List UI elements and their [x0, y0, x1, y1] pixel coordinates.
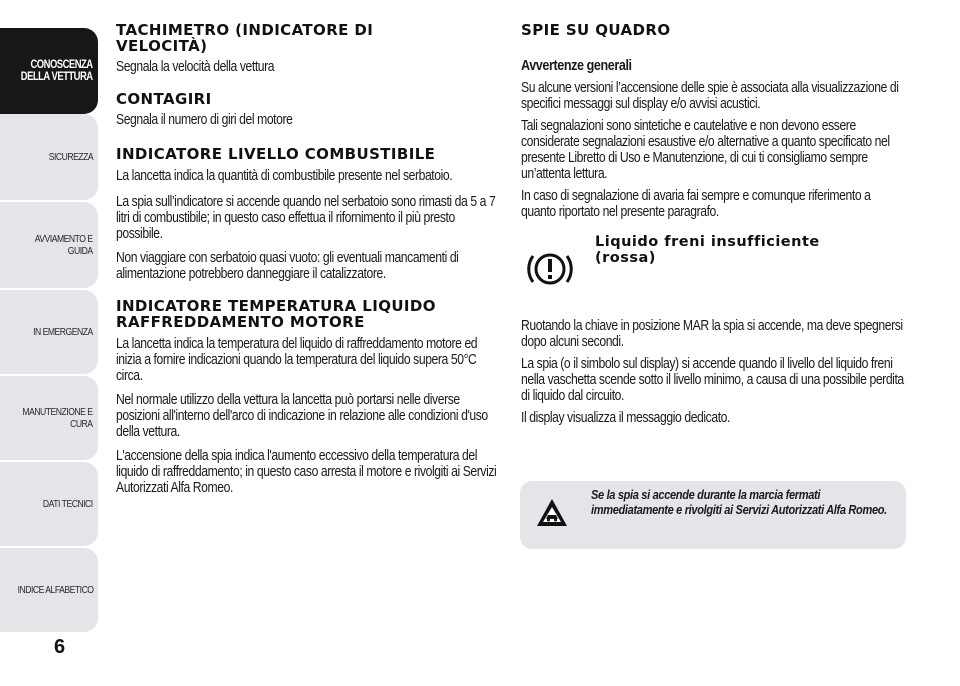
paragraph: Nel normale utilizzo della vettura la lancetta può portarsi nelle diverse posizioni all'interno dell'arco di indicazione in relazione alle condizioni d'uso della vettura. — [116, 392, 488, 440]
paragraph: La lancetta indica la temperatura del liquido di raffreddamento motore ed inizia a fornire indicazioni quando la temperatura del liquido supera 50°C circa. — [116, 336, 478, 384]
tab-in-emergenza[interactable] — [0, 290, 98, 374]
chapter-sidebar — [0, 0, 100, 686]
note-box — [520, 481, 906, 549]
heading-liquido-freni: Liquido freni insufficiente (rossa) — [595, 234, 820, 266]
paragraph: La spia (o il simbolo sul display) si accende quando il livello del liquido freni nella vaschetta scende sotto il livello minimo, a causa di una possibile perdita di liquido dal circuito. — [521, 356, 904, 404]
tab-label: IN EMERGENZA — [33, 326, 93, 338]
brake-fluid-warning-icon — [521, 240, 579, 298]
tab-dati-tecnici[interactable] — [0, 462, 98, 546]
paragraph: La spia sull’indicatore si accende quando nel serbatoio sono rimasti da 5 a 7 litri di combustibile; in questo caso effettua il rifornimento il più presto possibile. — [116, 194, 496, 242]
text-contagiri: Segnala il numero di giri del motore — [116, 112, 293, 128]
paragraph: Su alcune versioni l’accensione delle spie è associata alla visualizzazione di specifici messaggi sul display e/o avvisi acustici. — [521, 80, 899, 112]
heading-livello-combustibile: INDICATORE LIVELLO COMBUSTIBILE — [116, 145, 436, 163]
paragraph: L'accensione della spia indica l'aumento eccessivo della temperatura del liquido di raffreddamento; in questo caso arresta il motore e rivolgiti ai Servizi Autorizzati Alfa Romeo. — [116, 448, 497, 496]
page-number: 6 — [54, 636, 66, 658]
subheading-avvertenze-generali: Avvertenze generali — [521, 57, 632, 74]
tab-sicurezza[interactable] — [0, 114, 98, 200]
paragraph: Tali segnalazioni sono sintetiche e cautelative e non devono essere considerate segnalazioni esaustive e/o alternative a quanto specificato nel presente Libretto di Uso e Manutenzione, di cui ti consigliamo sempre un’attenta lettura. — [521, 118, 890, 182]
paragraph: Il display visualizza il messaggio dedicato. — [521, 410, 731, 426]
note-text: Se la spia si accende durante la marcia fermati immediatamente e rivolgiti ai Servizi Autorizzati Alfa Romeo. — [591, 487, 887, 517]
heading-contagiri: CONTAGIRI — [116, 90, 212, 108]
heading-spie-su-quadro: SPIE SU QUADRO — [521, 21, 671, 39]
tab-label: MANUTENZIONE E CURA — [22, 406, 93, 430]
paragraph: Non viaggiare con serbatoio quasi vuoto: gli eventuali mancamenti di alimentazione potrebbero danneggiare il catalizzatore. — [116, 250, 459, 282]
warning-liquido-freni — [521, 234, 907, 298]
paragraph: La lancetta indica la quantità di combustibile presente nel serbatoio. — [116, 168, 453, 184]
text-tachimetro: Segnala la velocità della vettura — [116, 59, 275, 75]
right-column — [521, 22, 907, 431]
tab-avviamento-e-guida[interactable] — [0, 202, 98, 288]
paragraph: In caso di segnalazione di avaria fai sempre e comunque riferimento a quanto riportato nel presente paragrafo. — [521, 188, 871, 220]
heading-tachimetro: TACHIMETRO (INDICATORE DI VELOCITÀ) — [116, 21, 374, 55]
tab-manutenzione-e-cura[interactable] — [0, 376, 98, 460]
tab-label: INDICE ALFABETICO — [17, 584, 93, 596]
heading-temperatura-liquido: INDICATORE TEMPERATURA LIQUIDO RAFFREDDAMENTO MOTORE — [116, 297, 436, 331]
tab-label: AVVIAMENTO E GUIDA — [35, 233, 93, 257]
tab-label: SICUREZZA — [48, 151, 93, 163]
paragraph: Ruotando la chiave in posizione MAR la spia si accende, ma deve spegnersi dopo alcuni secondi. — [521, 318, 903, 350]
left-column — [116, 22, 498, 501]
tab-conoscenza-della-vettura[interactable] — [0, 28, 98, 114]
tab-label: DATI TECNICI — [43, 498, 93, 510]
tab-indice-alfabetico[interactable] — [0, 548, 98, 632]
tab-label: CONOSCENZA DELLA VETTURA — [21, 59, 93, 83]
car-warning-triangle-icon — [535, 497, 569, 529]
